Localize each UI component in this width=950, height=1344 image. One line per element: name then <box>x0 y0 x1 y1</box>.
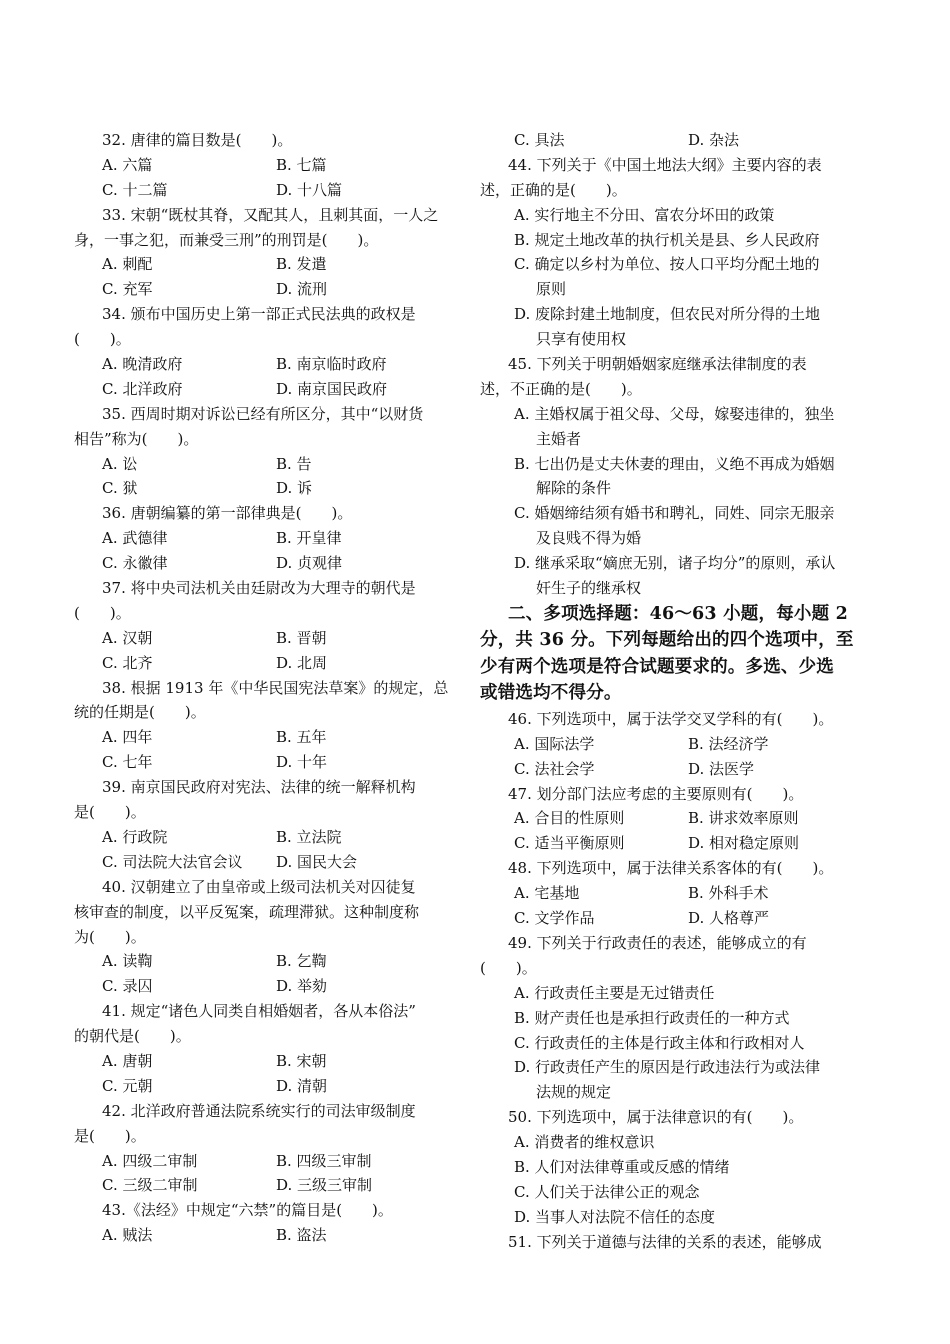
option-text: A. 武德律 <box>102 529 168 548</box>
option-text: C. 录囚 <box>102 977 153 996</box>
option-text: D. 举劾 <box>276 977 328 996</box>
option-text-continued: 只享有使用权 <box>536 330 627 349</box>
question-stem: 36. 唐朝编纂的第一部律典是( )。 <box>102 504 353 523</box>
option-text: D. 法医学 <box>688 759 755 778</box>
option-text: B. 法经济学 <box>688 734 769 753</box>
question-stem-continued: 述，正确的是( )。 <box>480 180 627 199</box>
option-text: B. 财产责任也是承担行政责任的一种方式 <box>514 1008 790 1027</box>
option-text-continued: 原则 <box>536 280 567 299</box>
option-text: C. 适当平衡原则 <box>514 834 625 853</box>
question-stem: 34. 颁布中国历史上第一部正式民法典的政权是 <box>102 305 416 324</box>
option-text: C. 行政责任的主体是行政主体和行政相对人 <box>514 1033 805 1052</box>
option-text: B. 人们对法律尊重或反感的情绪 <box>514 1157 730 1176</box>
option-text: C. 确定以乡村为单位、按人口平均分配土地的 <box>514 255 820 274</box>
option-text: A. 消费者的维权意识 <box>514 1133 655 1152</box>
left-column <box>74 128 464 1248</box>
question-stem: 39. 南京国民政府对宪法、法律的统一解释机构 <box>102 778 416 797</box>
option-text: B. 告 <box>276 454 312 473</box>
question-stem-continued: 核审查的制度，以平反冤案，疏理滞狱。这种制度称 <box>74 902 420 921</box>
option-text: C. 北齐 <box>102 653 153 672</box>
option-text: B. 四级三审制 <box>276 1151 372 1170</box>
option-text: B. 宋朝 <box>276 1051 327 1070</box>
option-row <box>480 732 870 757</box>
option-row <box>74 1223 464 1248</box>
section-heading: 分，共 36 分。下列每题给出的四个选项中，至 <box>480 630 854 651</box>
question-stem: 44. 下列关于《中国土地法大纲》主要内容的表 <box>508 155 822 174</box>
option-text: C. 三级二审制 <box>102 1176 198 1195</box>
option-text: D. 北周 <box>276 653 328 672</box>
option-row <box>480 128 870 153</box>
section-heading: 二、多项选择题：46～63 小题，每小题 2 <box>508 603 848 624</box>
question-stem: 43.《法经》中规定“六禁”的篇目是( )。 <box>102 1201 393 1220</box>
option-row <box>74 153 464 178</box>
right-column <box>480 128 870 1255</box>
option-text: A. 行政责任主要是无过错责任 <box>514 983 715 1002</box>
option-text: C. 元朝 <box>102 1076 153 1095</box>
option-row <box>480 806 870 831</box>
option-row <box>74 725 464 750</box>
option-text: D. 清朝 <box>276 1076 328 1095</box>
option-text: C. 司法院大法官会议 <box>102 852 243 871</box>
option-text: D. 当事人对法院不信任的态度 <box>514 1207 716 1226</box>
question-stem-continued: ( )。 <box>480 958 537 977</box>
option-text: A. 国际法学 <box>514 734 595 753</box>
option-text: A. 讼 <box>102 454 138 473</box>
option-text: D. 行政责任产生的原因是行政违法行为或法律 <box>514 1058 821 1077</box>
option-row <box>74 651 464 676</box>
option-text: C. 充军 <box>102 280 153 299</box>
option-text: B. 开皇律 <box>276 529 342 548</box>
question-stem-continued: 是( )。 <box>74 1126 146 1145</box>
option-text: D. 废除封建土地制度，但农民对所分得的土地 <box>514 305 821 324</box>
question-stem-continued: 述，不正确的是( )。 <box>480 379 642 398</box>
question-stem: 42. 北洋政府普通法院系统实行的司法审级制度 <box>102 1101 416 1120</box>
option-text: A. 贼法 <box>102 1226 153 1245</box>
question-stem-continued: 相告”称为( )。 <box>74 429 199 448</box>
option-text: C. 人们关于法律公正的观念 <box>514 1182 700 1201</box>
question-stem: 51. 下列关于道德与法律的关系的表述，能够成 <box>508 1232 822 1251</box>
section-heading: 或错选均不得分。 <box>480 683 622 704</box>
question-stem: 47. 划分部门法应考虑的主要原则有( )。 <box>508 784 804 803</box>
option-row <box>74 452 464 477</box>
option-row <box>480 757 870 782</box>
question-stem-continued: 身，一事之犯，而兼受三刑”的刑罚是( )。 <box>74 230 379 249</box>
option-row <box>480 881 870 906</box>
option-text: D. 十八篇 <box>276 180 343 199</box>
option-text: B. 七出仍是丈夫休妻的理由，义绝不再成为婚姻 <box>514 454 835 473</box>
option-text: A. 行政院 <box>102 827 168 846</box>
option-row <box>74 974 464 999</box>
option-row <box>74 1049 464 1074</box>
option-row <box>74 1149 464 1174</box>
option-text: C. 七年 <box>102 753 153 772</box>
option-text-continued: 奸生子的继承权 <box>536 579 642 598</box>
section-heading: 少有两个选项是符合试题要求的。多选、少选 <box>480 656 834 677</box>
option-text: D. 杂法 <box>688 131 740 149</box>
option-text: D. 继承采取“嫡庶无别，诸子均分”的原则，承认 <box>514 554 836 573</box>
option-text: D. 相对稳定原则 <box>688 834 800 853</box>
option-text: A. 合目的性原则 <box>514 809 625 828</box>
option-text: A. 宅基地 <box>514 884 580 903</box>
option-row <box>74 1173 464 1198</box>
question-stem: 49. 下列关于行政责任的表述，能够成立的有 <box>508 933 807 952</box>
option-text-continued: 主婚者 <box>536 429 582 448</box>
option-text: C. 十二篇 <box>102 180 168 199</box>
question-stem: 35. 西周时期对诉讼已经有所区分，其中“以财货 <box>102 404 424 423</box>
option-text: C. 文学作品 <box>514 909 595 928</box>
question-stem-continued: ( )。 <box>74 603 131 622</box>
option-row <box>74 476 464 501</box>
option-text-continued: 解除的条件 <box>536 479 612 498</box>
option-text: C. 婚姻缔结须有婚书和聘礼，同姓、同宗无服亲 <box>514 504 835 523</box>
question-stem: 37. 将中央司法机关由廷尉改为大理寺的朝代是 <box>102 579 416 598</box>
option-text: B. 外科手术 <box>688 884 769 903</box>
option-row <box>74 949 464 974</box>
option-text: B. 盗法 <box>276 1226 327 1245</box>
question-stem: 46. 下列选项中，属于法学交叉学科的有( )。 <box>508 709 834 728</box>
option-text: B. 规定土地改革的执行机关是县、乡人民政府 <box>514 230 820 249</box>
option-row <box>74 825 464 850</box>
question-stem-continued: 为( )。 <box>74 927 146 946</box>
option-row <box>480 831 870 856</box>
question-stem: 45. 下列关于明朝婚姻家庭继承法律制度的表 <box>508 355 807 374</box>
option-text: C. 狱 <box>102 479 138 498</box>
option-row <box>74 526 464 551</box>
option-row <box>74 551 464 576</box>
option-text: A. 实行地主不分田、富农分坏田的政策 <box>514 205 775 224</box>
option-row <box>74 850 464 875</box>
option-text-continued: 及良贱不得为婚 <box>536 529 642 548</box>
option-text: A. 四级二审制 <box>102 1151 198 1170</box>
question-stem: 38. 根据 1913 年《中华民国宪法草案》的规定，总 <box>102 678 449 697</box>
option-text: C. 北洋政府 <box>102 379 183 398</box>
option-text-continued: 法规的规定 <box>536 1083 612 1102</box>
option-text: A. 刺配 <box>102 255 153 274</box>
question-stem-continued: 是( )。 <box>74 803 146 822</box>
option-text: A. 汉朝 <box>102 628 153 647</box>
option-row <box>74 352 464 377</box>
question-stem: 50. 下列选项中，属于法律意识的有( )。 <box>508 1108 804 1127</box>
option-row <box>74 1074 464 1099</box>
option-text: A. 四年 <box>102 728 153 747</box>
option-text: B. 南京临时政府 <box>276 355 387 374</box>
option-row <box>74 252 464 277</box>
option-text: D. 贞观律 <box>276 554 343 573</box>
option-text: C. 法社会学 <box>514 759 595 778</box>
option-text: D. 南京国民政府 <box>276 379 388 398</box>
option-text: D. 诉 <box>276 479 313 498</box>
option-text: D. 国民大会 <box>276 852 358 871</box>
option-text: B. 立法院 <box>276 827 342 846</box>
option-text: D. 流刑 <box>276 280 328 299</box>
question-stem-continued: 统的任期是( )。 <box>74 703 206 722</box>
option-text: B. 讲求效率原则 <box>688 809 799 828</box>
question-stem-continued: ( )。 <box>74 330 131 349</box>
option-text: C. 具法 <box>514 131 565 149</box>
option-text: B. 发遣 <box>276 255 327 274</box>
option-row <box>74 377 464 402</box>
option-text: A. 晚清政府 <box>102 355 183 374</box>
option-row <box>74 277 464 302</box>
option-text: A. 六篇 <box>102 155 153 174</box>
question-stem-continued: 的朝代是( )。 <box>74 1027 191 1046</box>
option-text: D. 十年 <box>276 753 328 772</box>
option-text: B. 晋朝 <box>276 628 327 647</box>
option-text: A. 主婚权属于祖父母、父母，嫁娶违律的，独坐 <box>514 404 835 423</box>
option-text: A. 唐朝 <box>102 1051 153 1070</box>
option-text: C. 永徽律 <box>102 554 168 573</box>
question-stem: 41. 规定“诸色人同类自相婚姻者，各从本俗法” <box>102 1002 416 1021</box>
question-stem: 40. 汉朝建立了由皇帝或上级司法机关对囚徒复 <box>102 877 416 896</box>
question-stem: 32. 唐律的篇目数是( )。 <box>102 131 293 149</box>
question-stem: 48. 下列选项中，属于法律关系客体的有( )。 <box>508 859 834 878</box>
option-row <box>74 178 464 203</box>
option-row <box>74 626 464 651</box>
option-row <box>74 750 464 775</box>
option-text: D. 人格尊严 <box>688 909 770 928</box>
option-text: B. 五年 <box>276 728 327 747</box>
option-text: B. 乞鞫 <box>276 952 327 971</box>
option-row <box>480 906 870 931</box>
option-text: A. 读鞫 <box>102 952 153 971</box>
option-text: B. 七篇 <box>276 155 327 174</box>
option-text: D. 三级三审制 <box>276 1176 373 1195</box>
question-stem: 33. 宋朝“既杖其脊，又配其人，且刺其面，一人之 <box>102 205 439 224</box>
